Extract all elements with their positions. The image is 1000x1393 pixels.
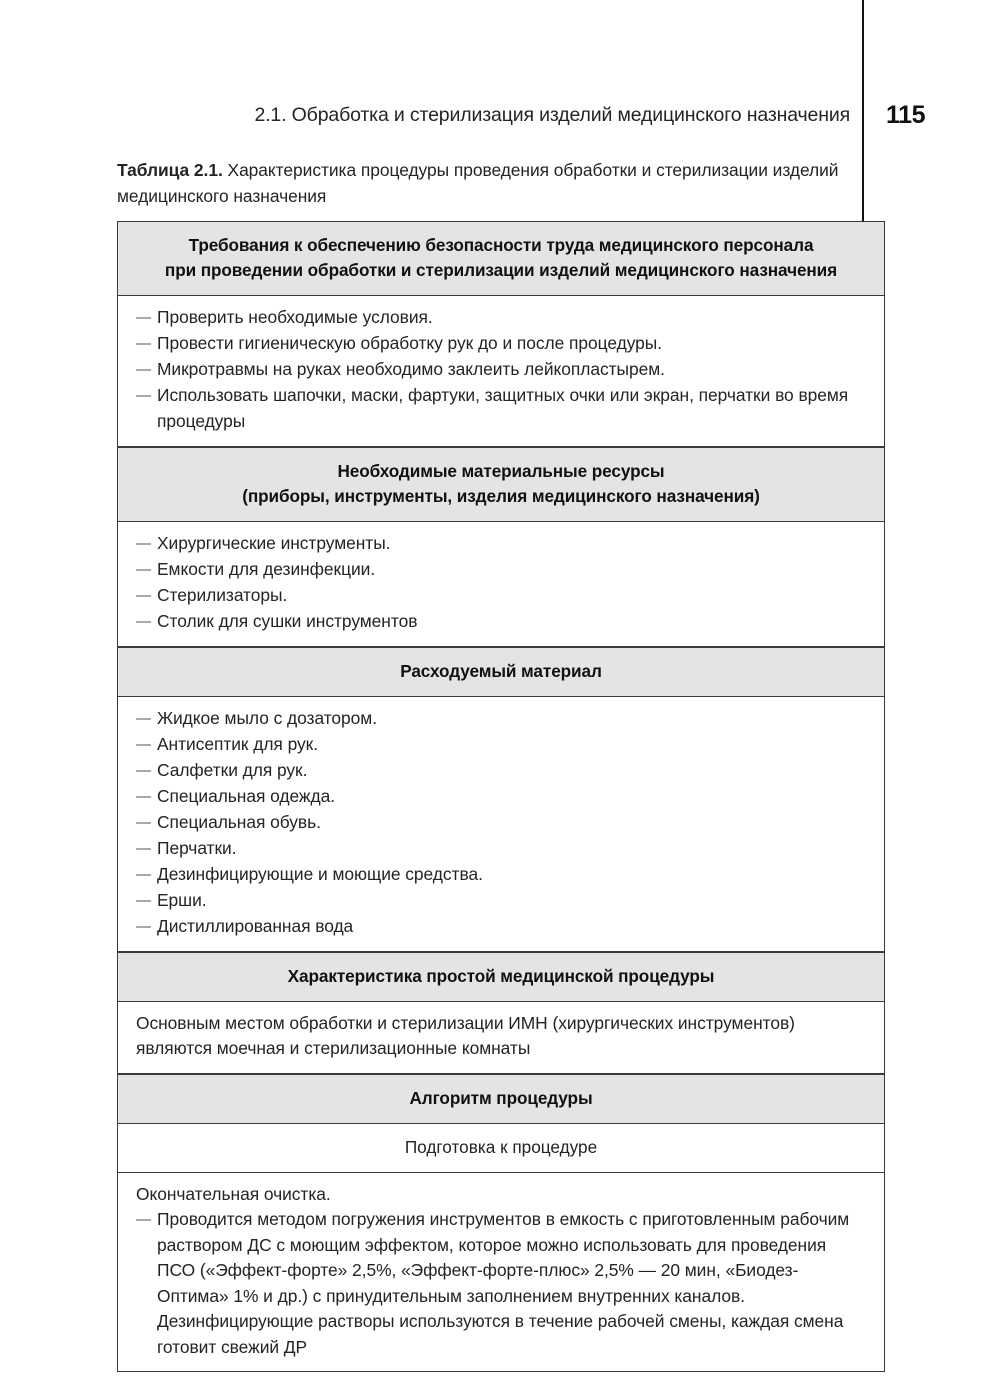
section-header-safety-requirements xyxy=(118,222,884,296)
list-item: — Антисептик для рук. xyxy=(136,732,866,758)
section-header-line: Расходуемый материал xyxy=(400,660,602,681)
table-caption-label: Таблица 2.1. xyxy=(117,160,223,180)
list-item: — Специальная одежда. xyxy=(136,784,866,810)
consumables-list xyxy=(136,706,866,940)
running-header-title: 2.1. Обработка и стерилизация изделий медицинского назначения xyxy=(254,104,850,126)
list-item: — Ерши. xyxy=(136,888,866,914)
list-item: — Стерилизаторы. xyxy=(136,583,866,609)
characteristics-table xyxy=(117,221,885,1372)
section-header-consumables xyxy=(118,647,884,697)
list-item: — Микротравмы на руках необходимо заклеить лейкопластырем. xyxy=(136,357,866,383)
page-running-header xyxy=(0,102,1000,136)
list-item: — Емкости для дезинфекции. xyxy=(136,557,866,583)
list-item: — Дистиллированная вода xyxy=(136,914,866,940)
final-cleaning-item: — Проводится методом погружения инструментов в емкость с приготовленным рабочим раствором ДС с моющим эффектом, которое можно использовать для проведения ПСО («Эффект-форте» 2,5%, «Эффект-форте-плюс» 2,5% — 20 мин, «Биодез-Оптима» 1% и др.) с принудительным заполнением внутренних каналов. Дезинфицирующие растворы используются в течение рабочей смены, каждая смена готовит свежий ДР xyxy=(136,1207,866,1360)
section-header-line: Необходимые материальные ресурсы xyxy=(337,460,665,481)
section-header-line: Требования к обеспечению безопасности труда медицинского персонала xyxy=(188,235,814,255)
material-resources-list xyxy=(136,531,866,635)
list-item: — Специальная обувь. xyxy=(136,810,866,836)
table-caption xyxy=(117,158,907,209)
list-item: — Салфетки для рук. xyxy=(136,758,866,784)
list-item: — Перчатки. xyxy=(136,836,866,862)
section-header-procedure-characteristic xyxy=(118,952,884,1002)
list-item: — Проверить необходимые условия. xyxy=(136,305,866,331)
final-cleaning-lead: Окончательная очистка. xyxy=(136,1183,331,1204)
section-body-safety-requirements xyxy=(118,296,884,447)
list-item: — Хирургические инструменты. xyxy=(136,531,866,557)
section-body-material-resources xyxy=(118,522,884,647)
section-header-material-resources xyxy=(118,447,884,522)
section-body-final-cleaning xyxy=(118,1173,884,1372)
list-item: — Жидкое мыло с дозатором. xyxy=(136,706,866,732)
section-header-line: при проведении обработки и стерилизации изделий медицинского назначения xyxy=(164,260,838,280)
safety-requirements-list xyxy=(136,305,866,434)
section-header-procedure-algorithm xyxy=(118,1074,884,1124)
list-item: — Столик для сушки инструментов xyxy=(136,609,866,635)
section-header-line: (приборы, инструменты, изделия медицинского назначения) xyxy=(242,485,760,506)
procedure-characteristic-paragraph: Основным местом обработки и стерилизации ИМН (хирургических инструментов) являются моечная и стерилизационные комнаты xyxy=(136,1012,795,1058)
section-body-consumables xyxy=(118,697,884,952)
list-item: — Провести гигиеническую обработку рук до и после процедуры. xyxy=(136,331,866,357)
table-caption-text: Характеристика процедуры проведения обработки и стерилизации изделий медицинского назначения xyxy=(117,160,839,206)
section-body-procedure-characteristic xyxy=(118,1002,884,1074)
section-header-line: Характеристика простой медицинской процедуры xyxy=(287,965,715,986)
subsection-header-preparation: Подготовка к процедуре xyxy=(118,1124,884,1173)
section-header-line: Алгоритм процедуры xyxy=(409,1087,593,1108)
list-item: — Использовать шапочки, маски, фартуки, защитных очки или экран, перчатки во время процедуры xyxy=(136,383,866,434)
page-number: 115 xyxy=(886,101,926,129)
list-item: — Дезинфицирующие и моющие средства. xyxy=(136,862,866,888)
